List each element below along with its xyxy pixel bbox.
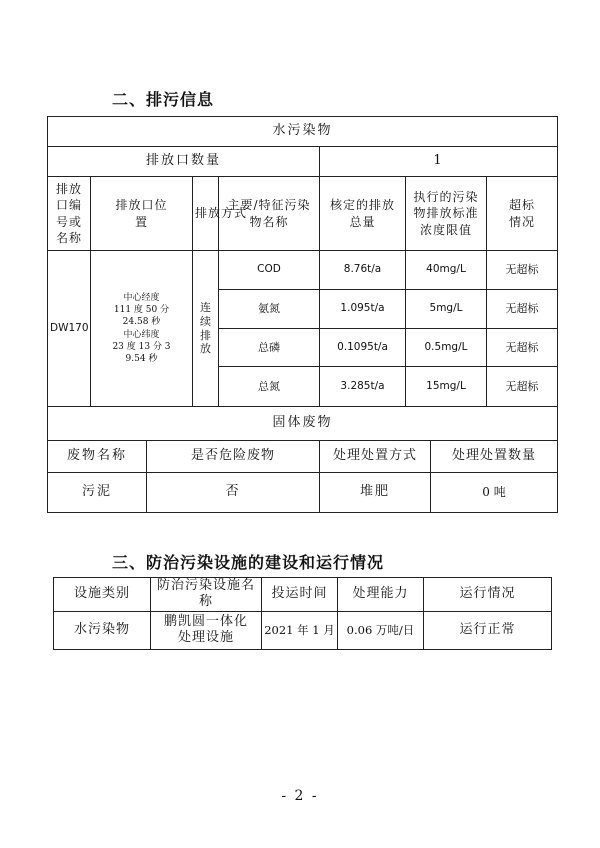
header-outlet-location <box>91 177 193 251</box>
solid-disposal-amount: 0 吨 <box>431 473 558 513</box>
header-standard-limit <box>406 177 487 251</box>
standard-limit: 0.5mg/L <box>406 329 487 367</box>
header-outlet-id-text: 排放口编号或名称 <box>55 182 82 245</box>
facility-header-name: 防治污染设施名称 <box>151 578 262 612</box>
facility-header-capacity: 处理能力 <box>338 578 424 612</box>
facility-table <box>53 577 552 650</box>
exceed-status: 无超标 <box>487 329 558 367</box>
header-discharge-method-text: 排放方式 <box>195 206 248 221</box>
outlet-location <box>91 251 193 407</box>
location-line: 中心经度 <box>123 293 160 304</box>
facility-header-status: 运行情况 <box>424 578 552 612</box>
outlet-count-value: 1 <box>320 147 558 177</box>
outlet-count-label: 排放口数量 <box>48 147 320 177</box>
solid-waste-name: 污泥 <box>48 473 147 513</box>
location-line: 中心纬度 <box>123 329 160 340</box>
pollutant-name: COD <box>219 251 320 290</box>
pollutant-name: 总磷 <box>219 329 320 367</box>
solid-header-disposal-method: 处理处置方式 <box>320 441 431 473</box>
header-pollutant-name-text: 主要/特征污染物名称 <box>227 198 311 229</box>
location-line: 111 度 50 分 <box>113 305 170 316</box>
water-pollutant-title: 水污染物 <box>48 117 558 147</box>
section-2-heading: 二、排污信息 <box>112 90 215 109</box>
header-approved-total-text: 核定的排放总量 <box>329 198 395 229</box>
section-3-heading: 三、防治污染设施的建设和运行情况 <box>112 553 385 572</box>
outlet-id: DW170 <box>48 251 91 407</box>
header-approved-total <box>320 177 406 251</box>
facility-name <box>151 611 262 649</box>
location-line: 23 度 13 分 3 <box>112 341 171 352</box>
standard-limit: 40mg/L <box>406 251 487 290</box>
solid-header-hazardous: 是否危险废物 <box>147 441 320 473</box>
approved-total: 1.095t/a <box>320 290 406 329</box>
approved-total: 0.1095t/a <box>320 329 406 367</box>
approved-total: 8.76t/a <box>320 251 406 290</box>
location-line: 24.58 秒 <box>122 317 161 328</box>
facility-header-category: 设施类别 <box>54 578 151 612</box>
solid-waste-title: 固体废物 <box>48 407 558 441</box>
emission-info-table <box>47 116 558 513</box>
facility-name-text: 鹏凯圆一体化处理设施 <box>163 613 248 645</box>
header-discharge-method <box>193 177 248 251</box>
pollutant-name: 总氮 <box>219 367 320 407</box>
page-number: - 2 - <box>281 788 319 804</box>
exceed-status: 无超标 <box>487 290 558 329</box>
facility-category: 水污染物 <box>54 611 151 649</box>
solid-disposal-method: 堆肥 <box>320 473 431 513</box>
header-outlet-id <box>48 177 91 251</box>
exceed-status: 无超标 <box>487 367 558 407</box>
standard-limit: 15mg/L <box>406 367 487 407</box>
header-exceed-status <box>487 177 558 251</box>
discharge-method: 连续排放 <box>193 251 219 407</box>
facility-status: 运行正常 <box>424 611 552 649</box>
pollutant-name: 氨氮 <box>219 290 320 329</box>
header-standard-limit-text: 执行的污染物排放标准浓度限值 <box>413 190 479 237</box>
header-exceed-status-text: 超标情况 <box>508 198 535 229</box>
solid-header-waste-name: 废物名称 <box>48 441 147 473</box>
approved-total: 3.285t/a <box>320 367 406 407</box>
facility-start-date: 2021 年 1 月 <box>262 611 338 649</box>
header-outlet-location-text: 排放口位置 <box>115 198 168 229</box>
exceed-status: 无超标 <box>487 251 558 290</box>
standard-limit: 5mg/L <box>406 290 487 329</box>
facility-header-start-date: 投运时间 <box>262 578 338 612</box>
location-line: 9.54 秒 <box>125 353 158 364</box>
solid-hazardous: 否 <box>147 473 320 513</box>
facility-capacity: 0.06 万吨/日 <box>338 611 424 649</box>
solid-header-disposal-amount: 处理处置数量 <box>431 441 558 473</box>
